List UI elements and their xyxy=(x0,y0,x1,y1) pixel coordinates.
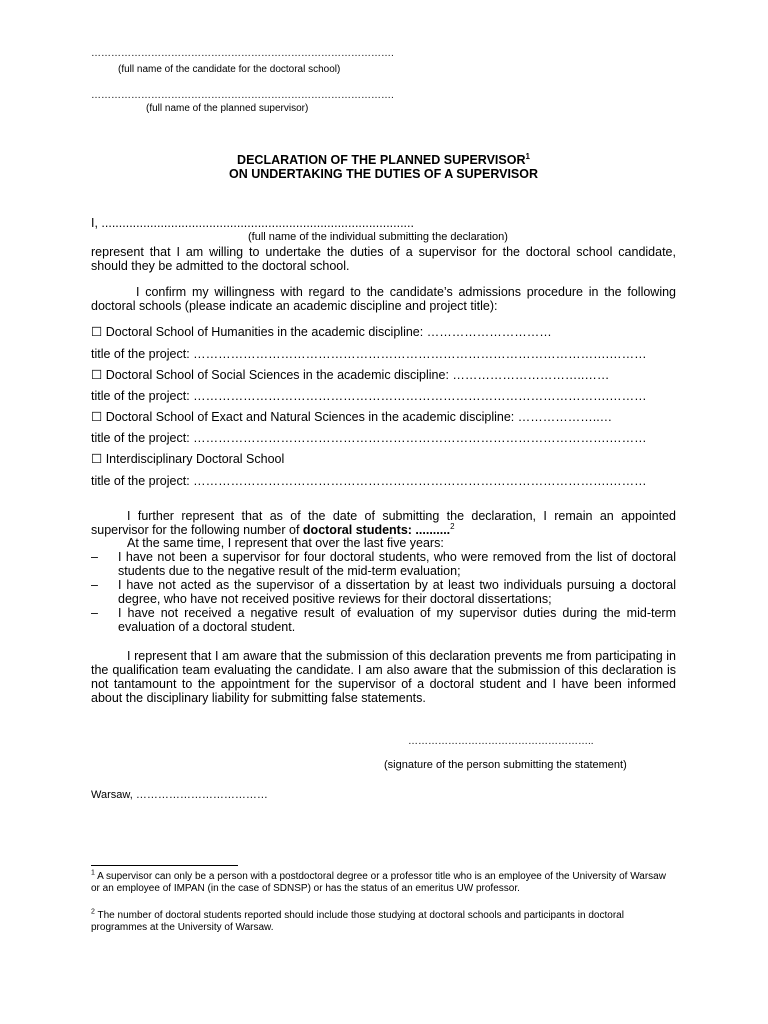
declarant-name-field[interactable]: I, .......................................................................................... xyxy=(91,216,414,230)
school-label: Doctoral School of Exact and Natural Sciences in the academic discipline: ………………..… xyxy=(105,410,613,424)
school-label: Interdisciplinary Doctoral School xyxy=(105,452,285,466)
document-title-line2: ON UNDERTAKING THE DUTIES OF A SUPERVISOR xyxy=(228,167,539,181)
footnote-ref-2: 2 xyxy=(450,521,455,531)
school-option-exact-natural-sciences[interactable] xyxy=(91,409,612,424)
candidate-name-field[interactable]: ………………………………………………………………………………. xyxy=(91,48,394,59)
project-title-field[interactable]: title of the project: ……………………………………………………………………………………….……… xyxy=(91,347,647,361)
school-label: Doctoral School of Humanities in the academic discipline: ………………………… xyxy=(105,325,552,339)
declarant-name-caption: (full name of the individual submitting the declaration) xyxy=(248,231,508,243)
project-title-field[interactable]: title of the project: ……………………………………………………………………………………….……… xyxy=(91,474,647,488)
list-item: – I have not received a negative result of evaluation of my supervisor duties during the mid-term evaluation of a doctoral student. xyxy=(91,606,676,634)
representations-list xyxy=(91,550,676,634)
supervisor-name-caption: (full name of the planned supervisor) xyxy=(146,103,309,114)
same-time-statement: At the same time, I represent that over the last five years: xyxy=(127,536,444,550)
signature-field[interactable]: ……………………………………………….. xyxy=(408,736,594,747)
confirm-paragraph: I confirm my willingness with regard to the candidate’s admissions procedure in the following doctoral schools (please indicate an academic discipline and project title): xyxy=(91,285,676,313)
document-title-line1: DECLARATION OF THE PLANNED SUPERVISOR$^1$ xyxy=(237,151,530,167)
footnote-ref-1: 1 xyxy=(525,151,530,161)
footnote-1: $^1$ A supervisor can only be a person with a postdoctoral degree or a professor title who is an employee of the University of Warsaw or an employee of IMPAN (in the case of SDNSP) or has the status of an emeritus UW professor. xyxy=(91,869,666,894)
candidate-name-caption: (full name of the candidate for the doctoral school) xyxy=(118,64,341,75)
willingness-statement: represent that I am willing to undertake the duties of a supervisor for the doctoral school candidate, should they be admitted to the doctoral school. xyxy=(91,245,676,273)
school-label: Doctoral School of Social Sciences in the academic discipline: …………………………..…… xyxy=(105,368,610,382)
place-date-field[interactable]: Warsaw, ……………………………… xyxy=(91,789,268,801)
list-item: – I have not been a supervisor for four doctoral students, who were removed from the list of doctoral students due to the negative result of the mid-term evaluation; xyxy=(91,550,676,578)
footnote-divider xyxy=(91,865,238,866)
footnote-2: $^2$ The number of doctoral students reported should include those studying at doctoral schools and participants in doctoral programmes at the University of Warsaw. xyxy=(91,908,624,933)
further-statement: I further represent that as of the date of submitting the declaration, I remain an appointed supervisor for the following number of doctoral students: ..........$^2$ xyxy=(91,509,676,537)
signature-caption: (signature of the person submitting the statement) xyxy=(384,759,627,771)
checkbox-icon[interactable]: ☐ xyxy=(91,452,103,466)
awareness-paragraph: I represent that I am aware that the submission of this declaration prevents me from participating in the qualification team evaluating the candidate. I am also aware that the submission of this declaration is not tantamount to the appointment for the supervisor of a doctoral student and I have been informed about the disciplinary liability for submitting false statements. xyxy=(91,649,676,705)
school-option-humanities[interactable] xyxy=(91,324,552,339)
list-item: – I have not acted as the supervisor of a dissertation by at least two individuals pursuing a doctoral degree, who have not received positive reviews for their doctoral dissertations; xyxy=(91,578,676,606)
checkbox-icon[interactable]: ☐ xyxy=(91,368,103,382)
school-option-interdisciplinary[interactable] xyxy=(91,451,284,466)
project-title-field[interactable]: title of the project: ……………………………………………………………………………………….……… xyxy=(91,431,647,445)
project-title-field[interactable]: title of the project: ……………………………………………………………………………………….……… xyxy=(91,389,647,403)
school-option-social-sciences[interactable] xyxy=(91,367,609,382)
doctoral-students-count[interactable]: doctoral students: .......... xyxy=(302,523,451,537)
supervisor-name-field[interactable]: ………………………………………………………………………………. xyxy=(91,90,394,101)
checkbox-icon[interactable]: ☐ xyxy=(91,410,103,424)
checkbox-icon[interactable]: ☐ xyxy=(91,325,103,339)
